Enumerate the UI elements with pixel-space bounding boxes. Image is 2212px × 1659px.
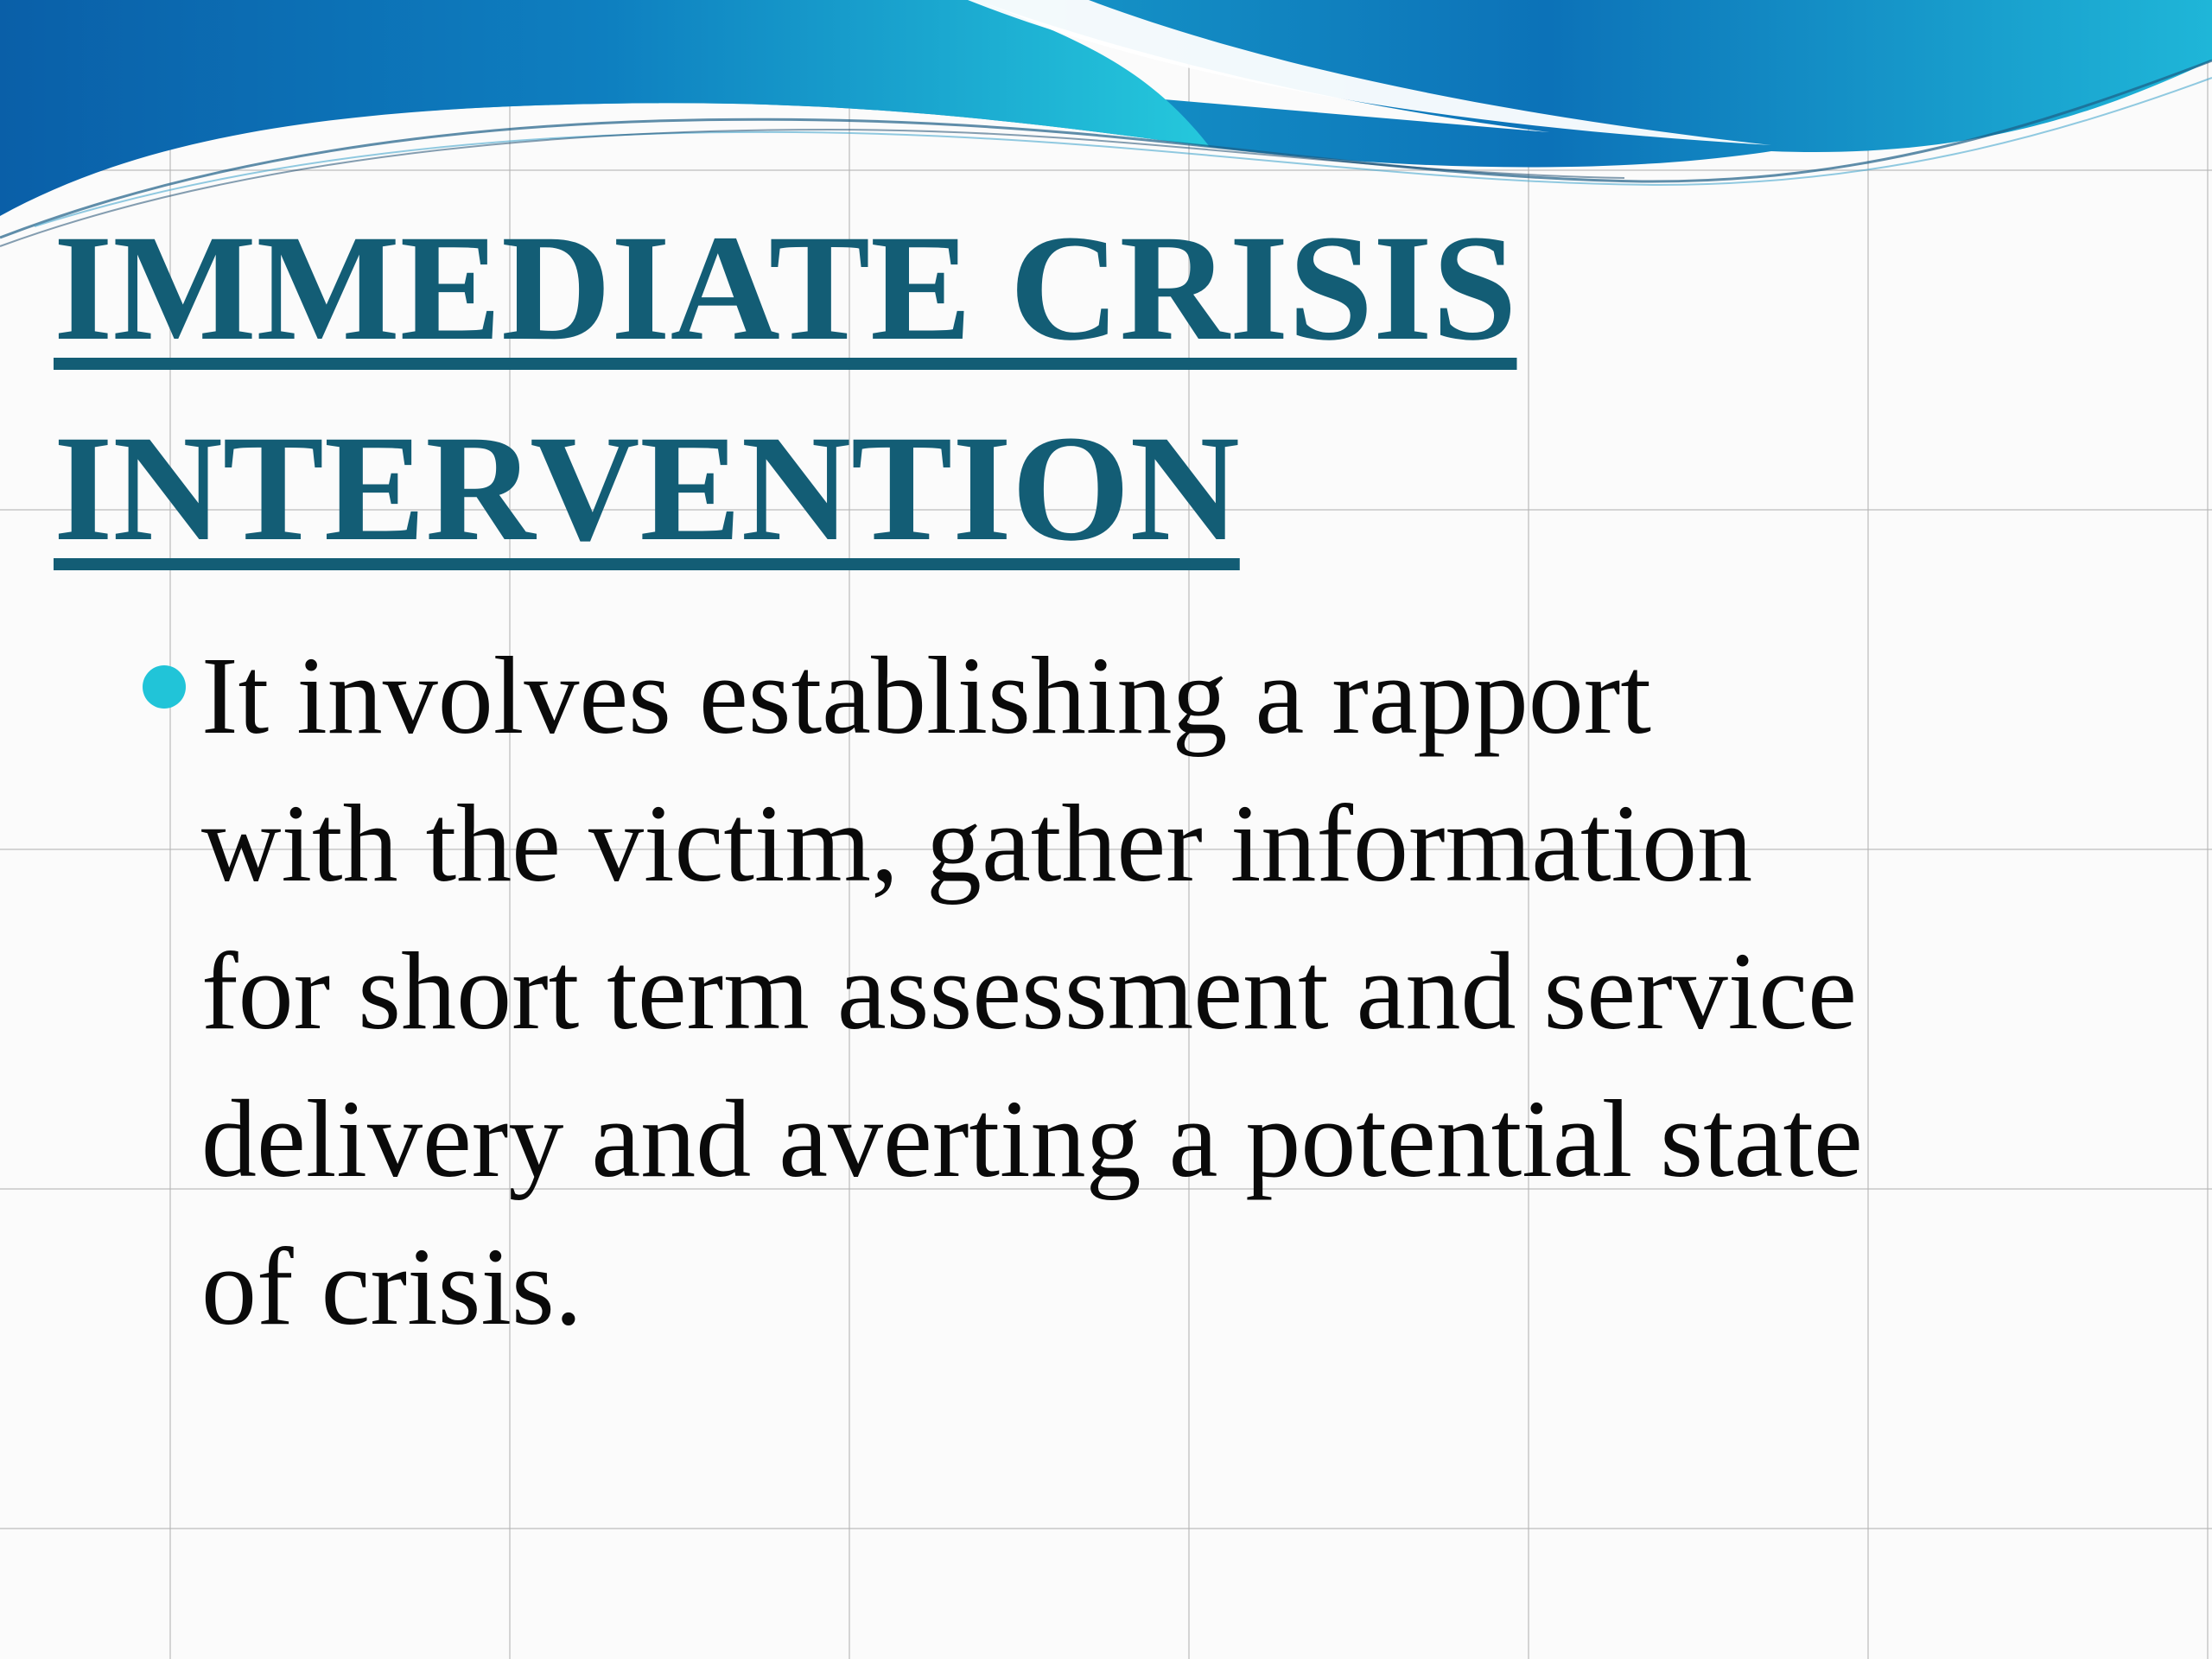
bullet-item (143, 622, 2095, 1361)
wave-band-left (0, 0, 1210, 216)
bullet-text-line-2: with the victim, gather information (201, 782, 1753, 905)
bullet-text-line-1: It involves establishing a rapport (201, 634, 1651, 757)
bullet-dot-icon (143, 665, 186, 709)
bullet-text-line-5: of crisis. (201, 1225, 582, 1348)
slide-title-line-1: IMMEDIATE CRISIS (54, 204, 1517, 372)
bullet-list (143, 622, 2095, 1361)
slide-title (54, 188, 1516, 589)
bullet-text-line-4: delivery and averting a potential state (201, 1077, 1863, 1200)
bullet-text-line-3: for short term assessment and service (201, 930, 1857, 1052)
slide-title-line-2: INTERVENTION (54, 404, 1240, 573)
